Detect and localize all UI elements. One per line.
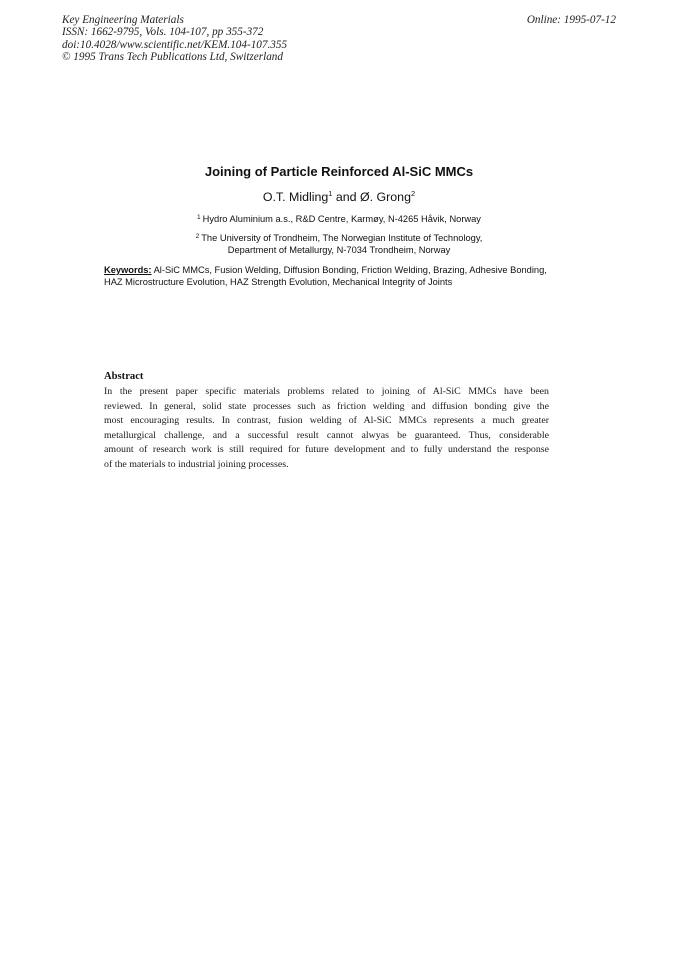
affiliation-2-line-1: The University of Trondheim, The Norwegian Institute of Technology, — [201, 233, 483, 243]
author-1-affiliation-mark: 1 — [328, 189, 333, 198]
journal-name: Key Engineering Materials — [62, 14, 184, 26]
abstract-line: most encouraging results. In contrast, fusion welding of Al-SiC MMCs represents a much greater — [104, 415, 549, 427]
affiliation-1 — [0, 212, 678, 225]
abstract-body — [104, 385, 549, 473]
author-1: O.T. Midling — [262, 190, 329, 204]
affiliation-2-line-2: Department of Metallurgy, N-7034 Trondheim, Norway — [227, 245, 451, 255]
keywords-block — [104, 265, 564, 288]
author-separator: and — [332, 190, 360, 204]
paper-title: Joining of Particle Reinforced Al-SiC MMCs — [204, 164, 474, 179]
affiliation-1-mark: 1 — [197, 214, 201, 221]
author-2: Ø. Grong — [360, 190, 411, 204]
abstract-line: of the materials to industrial joining processes. — [104, 458, 289, 470]
author-2-affiliation-mark: 2 — [410, 189, 416, 198]
keywords-label: Keywords: — [104, 265, 152, 275]
affiliation-2-mark: 2 — [195, 233, 200, 240]
abstract-line: amount of research work is still required for future development and to fully understand the response — [104, 444, 549, 456]
abstract-line: reviewed. In general, solid state processes such as friction welding and diffusion bonding give the — [104, 400, 549, 412]
affiliation-2 — [0, 231, 678, 256]
issn-line: ISSN: 1662-9795, Vols. 104-107, pp 355-372 — [62, 26, 264, 39]
abstract-line: In the present paper specific materials problems related to joining of Al-SiC MMCs have been — [104, 386, 549, 397]
affiliation-1-text: Hydro Aluminium a.s., R&D Centre, Karmøy, N-4265 Håvik, Norway — [202, 214, 481, 224]
keywords-text: Al-SiC MMCs, Fusion Welding, Diffusion Bonding, Friction Welding, Brazing, Adhesive Bonding, HAZ Microstructure Evolution, HAZ Strength Evolution, Mechanical Integrity of Joints — [104, 265, 547, 287]
copyright-line: © 1995 Trans Tech Publications Ltd, Switzerland — [62, 51, 283, 64]
author-line — [0, 189, 678, 204]
abstract-heading: Abstract — [104, 371, 144, 382]
online-date: Online: 1995-07-12 — [526, 14, 616, 26]
journal-header — [62, 14, 287, 64]
abstract-line: metallurgical challenge, and a successful result cannot alwyas be guaranteed. Thus, considerable — [104, 429, 549, 441]
doi-line[interactable]: doi:10.4028/www.scientific.net/KEM.104-107.355 — [62, 38, 288, 51]
